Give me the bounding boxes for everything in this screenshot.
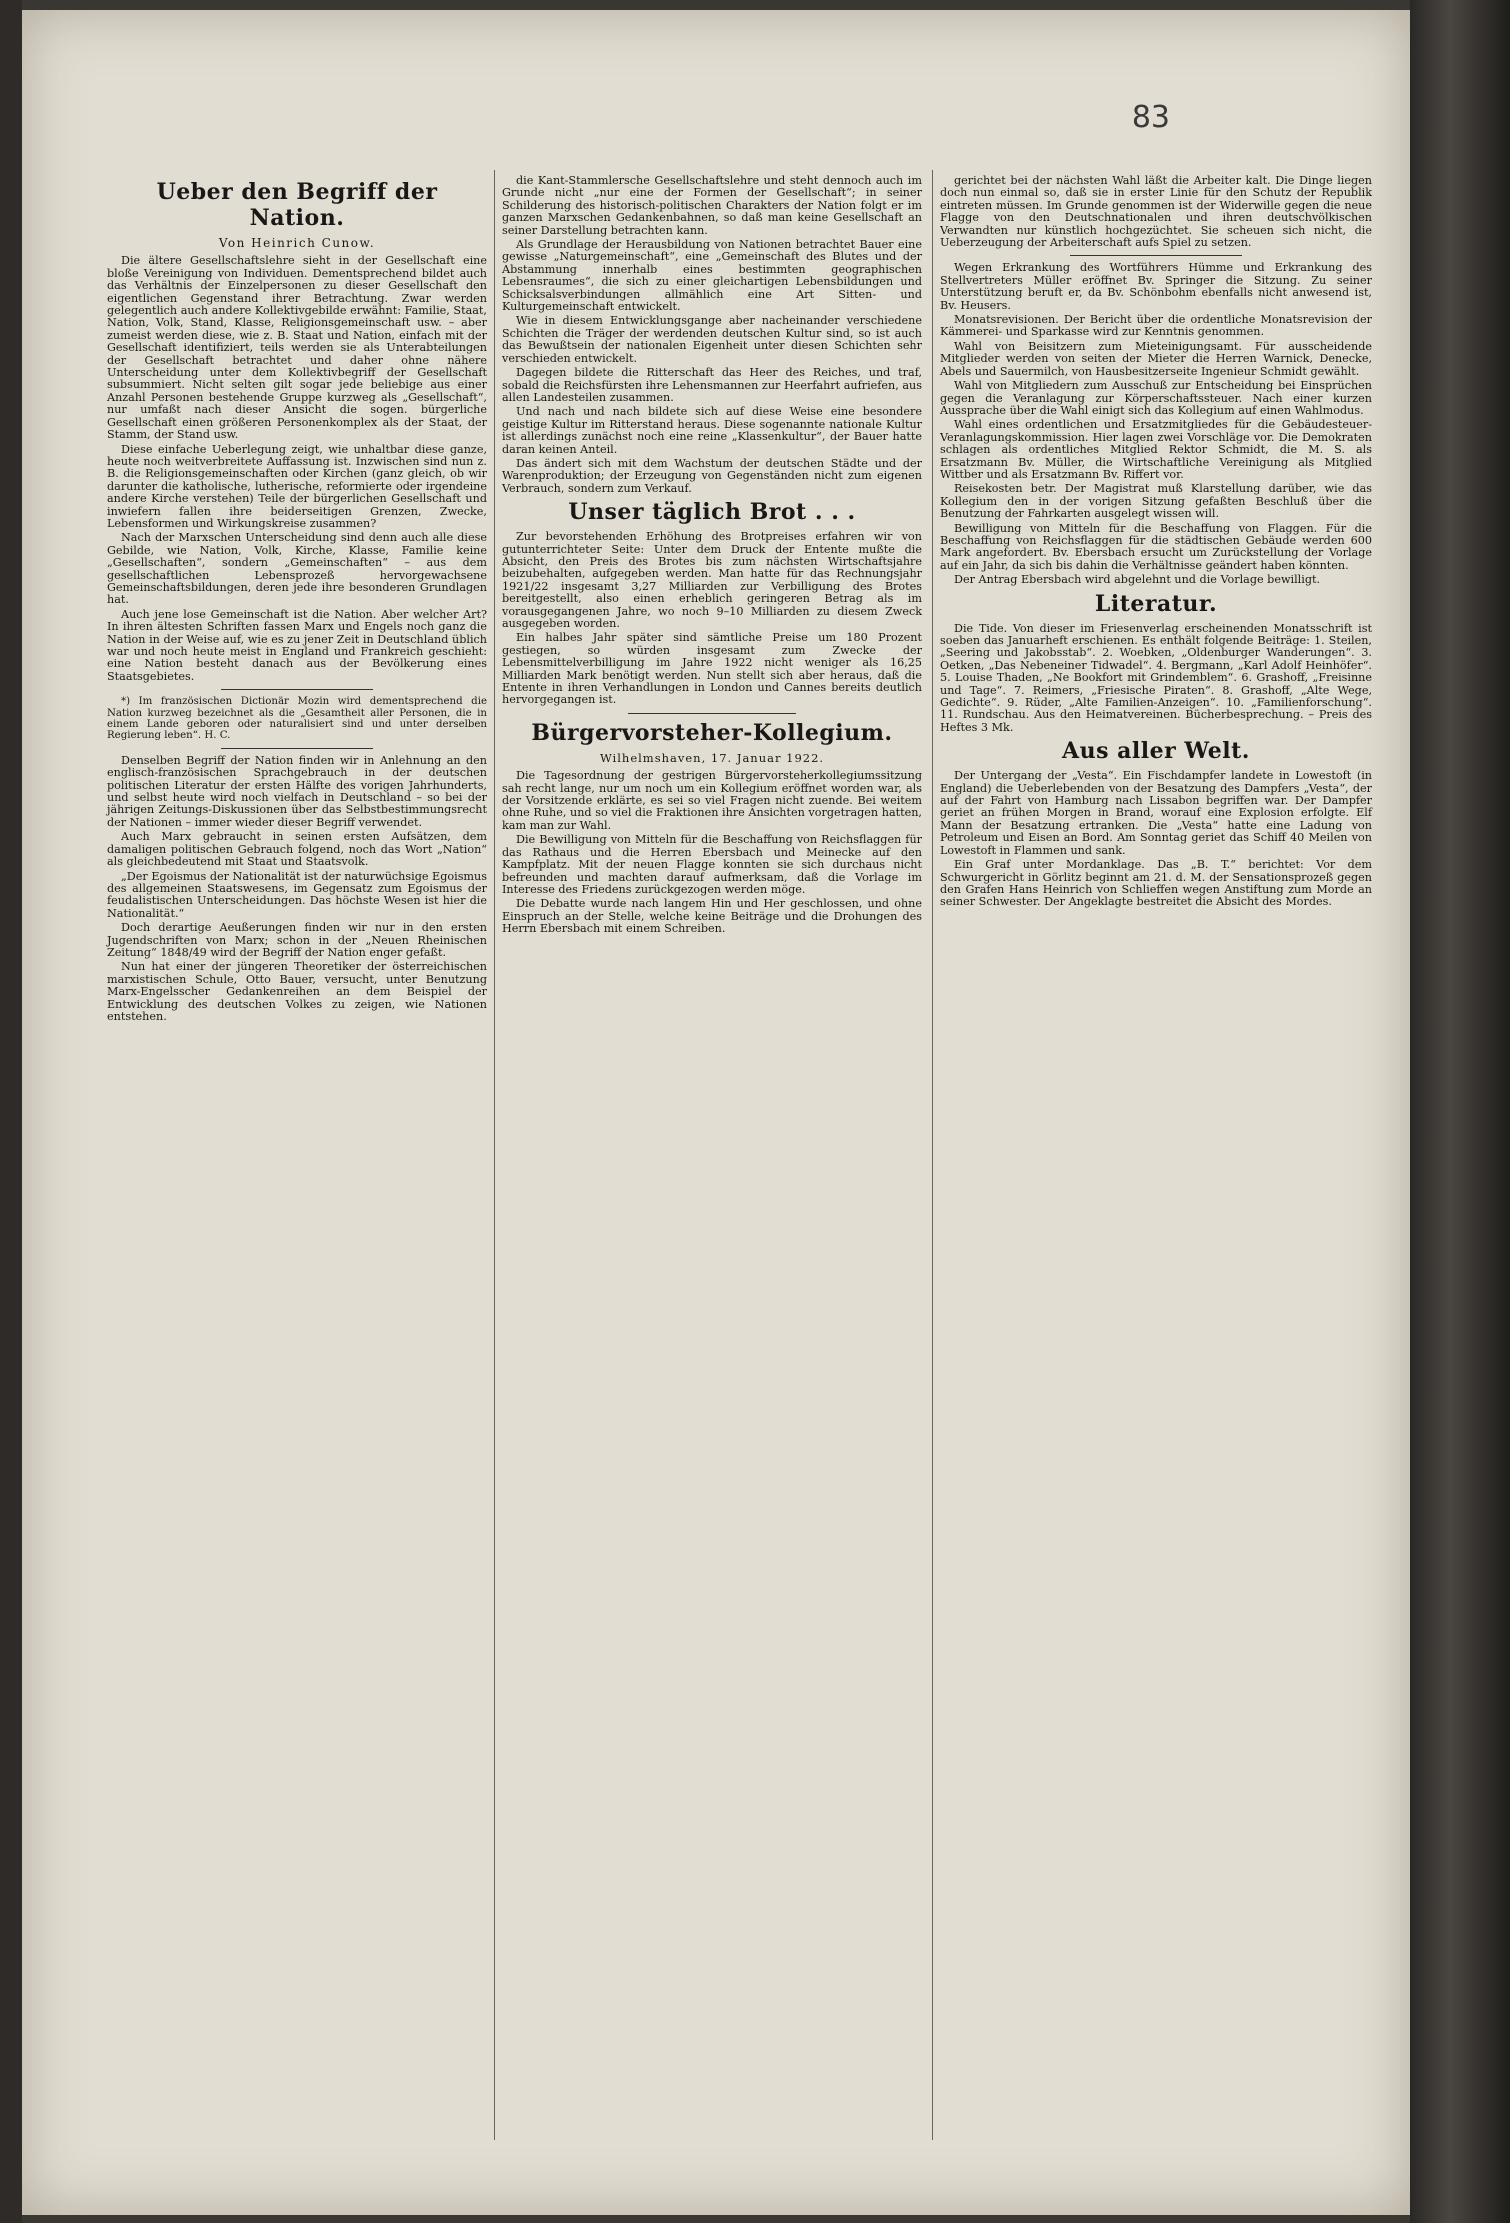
headline-bread: Unser täglich Brot . . .	[568, 499, 856, 526]
divider	[1070, 255, 1243, 256]
paragraph: Der Antrag Ebersbach wird abgelehnt und die Vorlage bewilligt.	[954, 573, 1321, 587]
column-middle	[502, 175, 922, 938]
column-divider	[932, 170, 933, 2140]
paragraph: Die Debatte wurde nach langem Hin und Her geschlossen, und ohne Einspruch an der Stelle, welche keine Beiträge und die Drohungen des Herrn Ebersbach mit einem Schreiben.	[502, 897, 922, 936]
paragraph: Die Tide. Von dieser im Friesenverlag erscheinenden Monatsschrift ist soeben das Januarheft erschienen. Es enthält folgende Beiträge: 1. Steilen, „Seering und Jakobsstab“. 2. Woebken, „Oldenburger Wanderungen“. 3. Oetken, „Das Nebeneiner Tidwadel“. 4. Bergmann, „Karl Adolf Heinhöfer“. 5. Louise Thaden, „Ne Bookfort mit Grindemblem“. 6. Grashoff, „Freisinne und Tage“. 7. Reimers, „Friesische Piraten“. 8. Grashoff, „Alte Wege, Gedichte“. 9. Rüder, „Alte Familien-Anzeigen“. 10. „Familienforschung“. 11. Rundschau. Aus den Heimatvereinen. Bücherbesprechung. – Preis des Heftes 3 Mk.	[940, 621, 1372, 734]
paragraph: Der Untergang der „Vesta“. Ein Fischdampfer landete in Lowestoft (in England) die Ueberlebenden von der Besatzung des Dampfers „Vesta“, der auf der Fahrt von Hamburg nach Lissabon begriffen war. Der Dampfer geriet an frühen Morgen in Brand, worauf eine Explosion erfolgte. Elf Mann der Besatzung ertranken. Die „Vesta“ hatte eine Ladung von Petroleum und Eisen an Bord. Am Sonntag geriet das Schiff 40 Meilen von Lowestoft in Flammen und sank.	[940, 769, 1372, 857]
paragraph: Zur bevorstehenden Erhöhung des Brotpreises erfahren wir von gutunterrichteter Seite: Unter dem Druck der Entente mußte die Absicht, den Preis des Brotes bis zum nächsten Wirtschaftsjahre beizubehalten, aufgegeben werden. Man hatte für das Rechnungsjahr 1921/22 insgesamt 3,27 Milliarden zur Verbilligung des Brotes bereitgestellt, also einen erheblich geringeren Betrag als im vorausgegangenen Jahre, wo noch 9–10 Milliarden zu diesem Zweck ausgegeben worden.	[502, 530, 922, 630]
paragraph: Ein halbes Jahr später sind sämtliche Preise um 180 Prozent gestiegen, so würden insgesamt zum Zwecke der Lebensmittelverbilligung im Jahre 1922 nicht weniger als 16,25 Milliarden Mark benötigt werden. Nun stellt sich aber heraus, daß die Entente in ihren Verhandlungen in London und Cannes bereits deutlich hervorgegangen ist.	[502, 631, 922, 707]
headline-council: Bürgervorsteher-Kollegium.	[531, 719, 893, 746]
divider	[221, 748, 373, 749]
paragraph: Auch jene lose Gemeinschaft ist die Nation. Aber welcher Art? In ihren ältesten Schriften fassen Marx und Engels noch ganz die Nation in der Weise auf, wie es zu jener Zeit in Deutschland üblich war und noch heute meist in England und Frankreich geschieht: eine Nation besteht danach aus der Bevölkerung eines Staatsgebietes.	[107, 607, 487, 683]
column-right	[940, 175, 1372, 911]
paragraph: Die ältere Gesellschaftslehre sieht in der Gesellschaft eine bloße Vereinigung von Individuen. Dementsprechend bildet auch das Verhältnis der Einzelpersonen zu dieser Gesellschaft den eigentlichen Gegenstand ihrer Betrachtung. Zwar werden gelegentlich auch andere Kollektivgebilde erwähnt: Familie, Staat, Nation, Volk, Stand, Klasse, Religionsgemeinschaft usw. – aber zumeist werden diese, wie z. B. Staat und Nation, einfach mit der Gesellschaft identifiziert, teils werden sie als Unterabteilungen der Gesellschaft betrachtet und daher ohne nähere Unterscheidung unter dem Kollektivbegriff der Gesellschaft subsummiert. Nicht selten gilt sogar jede beliebige aus einer Anzahl Personen bestehende Gruppe kurzweg als „Gesellschaft“, nur umfaßt nach dieser Ansicht die sogen. bürgerliche Gesellschaft einen größeren Personenkomplex als der Staat, der Stamm, der Stand usw.	[107, 254, 487, 442]
paragraph: Wahl von Mitgliedern zum Ausschuß zur Entscheidung bei Einsprüchen gegen die Veranlagung zur Körperschaftssteuer. Nach einer kurzen Aussprache über die Wahl einigt sich das Kollegium auf einen Wahlmodus.	[940, 379, 1372, 417]
paragraph: Das ändert sich mit dem Wachstum der deutschen Städte und der Warenproduktion; der Erzeugung von Gegenständen nicht zum eigenen Verbrauch, sondern zum Verkauf.	[502, 456, 922, 495]
paragraph: Auch Marx gebraucht in seinen ersten Aufsätzen, dem damaligen politischen Gebrauch folgend, noch das Wort „Nation“ als gleichbedeutend mit Staat und Staatsvolk.	[107, 830, 487, 869]
paragraph: Dagegen bildete die Ritterschaft das Heer des Reiches, und traf, sobald die Reichsfürsten ihre Lehensmannen zur Heerfahrt aufriefen, aus allen Landesteilen zusammen.	[502, 366, 922, 404]
book-binding	[1410, 0, 1510, 2223]
dateline: Wilhelmshaven, 17. Januar 1922.	[599, 750, 825, 765]
headline-world: Aus aller Welt.	[1062, 738, 1250, 765]
footnote: *) Im französischen Dictionär Mozin wird dementsprechend die Nation kurzweg bezeichnet als die „Gesamtheit aller Personen, die in einem Lande geboren oder naturalisiert sind und unter derselben Regierung leben“. H. C.	[107, 696, 487, 742]
paragraph: Wahl eines ordentlichen und Ersatzmitgliedes für die Gebäudesteuer-Veranlagungskommission. Hier lagen zwei Vorschläge vor. Die Demokraten schlagen als ordentliches Mitglied Rektor Schmidt, die M. S. als Ersatzmann Bv. Müller, die Wirtschaftliche Vereinigung als Mitglied Wittber und als Ersatzmann Bv. Riffert vor.	[940, 418, 1372, 481]
paragraph: Bewilligung von Mitteln für die Beschaffung von Flaggen. Für die Beschaffung von Reichsflaggen für die städtischen Gebäude werden 600 Mark angefordert. Bv. Ebersbach ersucht um Zurückstellung der Vorlage auf ein Jahr, da sich bis dahin die Verhältnisse geändert haben könnten.	[940, 521, 1372, 572]
paragraph: „Der Egoismus der Nationalität ist der naturwüchsige Egoismus des allgemeinen Staatswesens, im Gegensatz zum Egoismus der feudalistischen Unterscheidungen. Das höchste Wesen ist hier die Nationalität.“	[107, 869, 487, 920]
paragraph: Diese einfache Ueberlegung zeigt, wie unhaltbar diese ganze, heute noch weitverbreitete Auffassung ist. Inzwischen sind nun z. B. die Religionsgemeinschaften oder Kirchen (ganz gleich, ob wir darunter die katholische, lutherische, reformierte oder irgendeine andere Kirche verstehen) Teile der bürgerlichen Gesellschaft und inwiefern fallen ihre beiderseitigen Grenzen, Zwecke, Lebensformen und Wirkungskreise zusammen?	[107, 442, 487, 530]
paragraph: Wie in diesem Entwicklungsgange aber nacheinander verschiedene Schichten die Träger der werdenden deutschen Kultur sind, so ist auch das Bewußtsein der nationalen Eigenheit unter diesen Schichten sehr verschieden entwickelt.	[502, 314, 922, 365]
paragraph: Reisekosten betr. Der Magistrat muß Klarstellung darüber, wie das Kollegium den in der vorigen Sitzung gefaßten Beschluß über die Benutzung der Fahrkarten ausgelegt wissen will.	[940, 482, 1372, 521]
paragraph: Wahl von Beisitzern zum Mieteinigungsamt. Für ausscheidende Mitglieder werden von seiten der Mieter die Herren Warnick, Denecke, Abels und Sauermilch, von Hausbesitzerseite Ingenieur Schmidt gewählt.	[940, 339, 1372, 378]
paragraph: Und nach und nach bildete sich auf diese Weise eine besondere geistige Kultur im Ritterstand heraus. Diese sogenannte nationale Kultur ist allerdings zunächst noch eine reine „Klassenkultur“, der Bauer hatte daran keinen Anteil.	[502, 405, 922, 456]
paragraph: Monatsrevisionen. Der Bericht über die ordentliche Monatsrevision der Kämmerei- und Sparkasse wird zur Kenntnis genommen.	[940, 313, 1372, 339]
column-divider	[494, 170, 495, 2140]
byline: Von Heinrich Cunow.	[218, 236, 376, 250]
headline-literature: Literatur.	[1094, 590, 1218, 617]
paragraph: Als Grundlage der Herausbildung von Nationen betrachtet Bauer eine gewisse „Naturgemeinschaft“, eine „Gemeinschaft des Blutes und der Abstammung innerhalb eines bestimmten geographischen Lebensraumes“, die sich zu einer gleichartigen Lebensbildungen und Schicksalsverbindungen allmählich eine Art Sitten- und Kulturgemeinschaft entwickelt.	[502, 238, 922, 314]
paragraph: die Kant-Stammlersche Gesellschaftslehre und steht dennoch auch im Grunde nicht „nur eine der Formen der Gesellschaft“; in seiner Schilderung des historisch-politischen Charakters der Nation folgt er im ganzen Marxschen Gedankenbahnen, so daß man keine Gesellschaft an seiner Darstellung betrachten kann.	[502, 174, 922, 237]
divider	[628, 713, 796, 714]
page-number: 83	[1131, 100, 1170, 135]
scan-border-left	[0, 0, 22, 2223]
paragraph: Doch derartige Aeußerungen finden wir nur in den ersten Jugendschriften von Marx; schon in der „Neuen Rheinischen Zeitung“ 1848/49 wird der Begriff der Nation enger gefaßt.	[107, 921, 487, 959]
paragraph: gerichtet bei der nächsten Wahl läßt die Arbeiter kalt. Die Dinge liegen doch nun einmal so, daß sie in erster Linie für den Schutz der Republik eintreten müssen. Im Grunde genommen ist der Widerwille gegen die neue Flagge von den Deutschnationalen und ihren deutschvölkischen Verwandten nur künstlich hochgezüchtet. Sie scheuen sich nicht, die Ueberzeugung der Arbeiterschaft aufs Spiel zu setzen.	[940, 174, 1372, 250]
paragraph: Nun hat einer der jüngeren Theoretiker der österreichischen marxistischen Schule, Otto Bauer, versucht, unter Benutzung Marx-Engelsscher Gedankenreihen an dem Beispiel der Entwicklung des deutschen Volkes zu zeigen, wie Nationen entstehen.	[107, 960, 487, 1023]
paragraph: Nach der Marxschen Unterscheidung sind denn auch alle diese Gebilde, wie Nation, Volk, Kirche, Klasse, Familie keine „Gesellschaften“, sondern „Gemeinschaften“ – aus dem gesellschaftlichen Lebensprozeß hervorgewachsene Gemeinschaftsbildungen, deren jede ihre besonderen Grundlagen hat.	[107, 531, 487, 607]
headline-nation: Ueber den Begriff der Nation.	[156, 179, 438, 231]
column-nation-article	[107, 175, 487, 1025]
paragraph: Die Tagesordnung der gestrigen Bürgervorsteherkollegiumssitzung sah recht lange, nur um noch um ein Kollegium eröffnet worden war, als der Vorsitzende erklärte, es sei so viel Fragen nicht zuende. Bei weitem ohne Ruhe, und so viel die Fraktionen ihre Ansichten vorgetragen hatten, kam man zur Wahl.	[502, 769, 922, 832]
paragraph: Wegen Erkrankung des Wortführers Hümme und Erkrankung des Stellvertreters Müller eröffnet Bv. Springer die Sitzung. Zu seiner Unterstützung beruft er, da Bv. Schönbohm ebenfalls nicht anwesend ist, Bv. Heusers.	[940, 261, 1372, 312]
newspaper-page	[22, 10, 1410, 2215]
divider	[221, 689, 373, 690]
paragraph: Die Bewilligung von Mitteln für die Beschaffung von Reichsflaggen für das Rathaus und die Herren Ebersbach und Meinecke auf den Kampfplatz. Mit der neuen Flagge konnten sie sich durchaus nicht befreunden und machten darauf aufmerksam, daß die Vorlage im Interesse des Friedens zurückgezogen werden möge.	[502, 833, 922, 896]
paragraph: Ein Graf unter Mordanklage. Das „B. T.“ berichtet: Vor dem Schwurgericht in Görlitz beginnt am 21. d. M. der Sensationsprozeß gegen den Grafen Hans Heinrich von Schlieffen wegen Anstiftung zum Morde an seiner Schwester. Der Angeklagte bestreitet die Absicht des Mordes.	[940, 858, 1372, 909]
paragraph: Denselben Begriff der Nation finden wir in Anlehnung an den englisch-französischen Sprachgebrauch in der deutschen politischen Literatur der ersten Hälfte des vorigen Jahrhunderts, und selbst heute wird noch vielfach in Deutschland – so bei der jährigen Zeitungs-Diskussionen über das Selbstbestimmungsrecht der Nationen – immer wieder dieser Begriff verwendet.	[107, 753, 487, 829]
